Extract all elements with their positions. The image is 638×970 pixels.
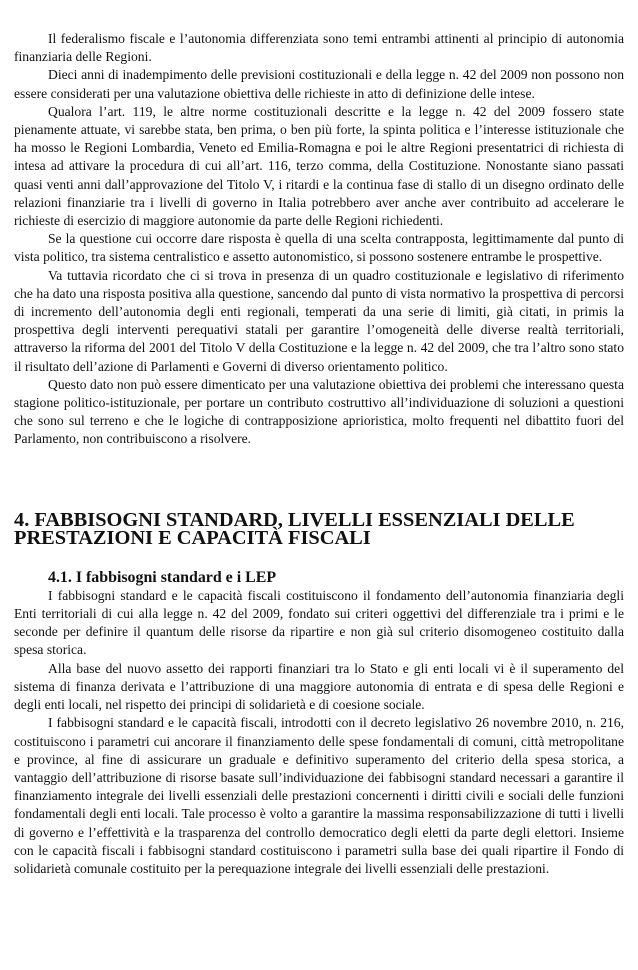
paragraph: Qualora l’art. 119, le altre norme costituzionali descritte e la legge n. 42 del 2009 fossero state pienamente attuate, vi sarebbe stata, ben prima, o ben più forte, la spinta politica e l’interesse istituzionale che ha mosso le Regioni Lombardia, Veneto ed Emilia-Romagna e poi le altre Regioni presentatrici di richiesta di intesa ad attivare la procedura di cui all’art. 116, terzo comma, della Costituzione. Nonostante siano passati quasi venti anni dall’approvazione del Titolo V, i ritardi e la continua fase di stallo di un disegno ordinato delle relazioni finanziarie tra i livelli di governo in Italia potrebbero aver anche aver contribuito ad accelerare le richieste di esercizio di maggiore autonomie da parte delle Regioni richiedenti. [14, 103, 624, 229]
paragraph: I fabbisogni standard e le capacità fiscali costituiscono il fondamento dell’autonomia finanziaria degli Enti territoriali di cui alla legge n. 42 del 2009, fondato sui criteri oggettivi del differenziale tra i primi e le seconde per definire il quantum delle risorse da ripartire e non già sul criterio disomogeneo costituito dalla spesa storica. [14, 587, 624, 658]
paragraph: I fabbisogni standard e le capacità fiscali, introdotti con il decreto legislativo 26 novembre 2010, n. 216, costituiscono i parametri cui ancorare il finanziamento delle spese fondamentali di comuni, città metropolitane e province, al fine di assicurare un graduale e definitivo superamento del criterio della spesa storica, a vantaggio dell’attribuzione di risorse basate sull’individuazione dei fabbisogni standard necessari a garantire il finanziamento integrale dei livelli essenziali delle prestazioni concernenti i diritti civili e sociali delle funzioni fondamentali degli enti locali. Tale processo è volto a garantire la massima responsabilizzazione di tutti i livelli di governo e l’effettività e la trasparenza del controllo democratico degli eletti da parte degli elettori. Insieme con le capacità fiscali i fabbisogni standard costituiscono i parametri sulla base dei quali ripartire il Fondo di solidarietà comunale costituito per la perequazione integrale dei livelli essenziali delle prestazioni. [14, 715, 624, 876]
paragraph: Va tuttavia ricordato che ci si trova in presenza di un quadro costituzionale e legislativo di riferimento che ha dato una risposta positiva alla questione, sancendo dal punto di vista normativo la prospettiva di percorsi di incremento dell’autonomia degli enti regionali, temperati da una serie di limiti, già citati, in primis la prospettiva degli interventi perequativi statali per garantire l’omogeneità delle diverse realtà territoriali, attraverso la riforma del 2001 del Titolo V della Costituzione e la legge n. 42 del 2009, che tra l’altro sono stato il risultato dell’azione di Parlamenti e Governi di diverso orientamento politico. [14, 267, 624, 374]
intro-section [14, 30, 624, 449]
paragraph: Dieci anni di inadempimento delle previsioni costituzionali e della legge n. 42 del 2009 non possono non essere considerati per una valutazione obiettiva delle richieste in atto di definizione delle intese. [14, 67, 624, 101]
section-body [14, 587, 624, 878]
subsection-heading: 4.1. I fabbisogni standard e i LEP [48, 568, 277, 586]
paragraph: Il federalismo fiscale e l’autonomia differenziata sono temi entrambi attinenti al principio di autonomia finanziaria delle Regioni. [14, 31, 624, 65]
paragraph: Alla base del nuovo assetto dei rapporti finanziari tra lo Stato e gli enti locali vi è il superamento del sistema di finanza derivata e l’attribuzione di una maggiore autonomia di entrata e di spesa delle Regioni e degli enti locali, nel rispetto dei principi di solidarietà e di coesione sociale. [14, 660, 624, 713]
paragraph: Se la questione cui occorre dare risposta è quella di una scelta contrapposta, legittimamente dal punto di vista politico, tra sistema centralistico e assetto autonomistico, si possono sostenere entrambe le prospettive. [14, 231, 624, 265]
paragraph: Questo dato non può essere dimenticato per una valutazione obiettiva dei problemi che interessano questa stagione politico-istituzionale, per portare un contributo costruttivo all’individuazione di soluzioni a questioni che sono sul terreno e che le logiche di contrapposizione aprioristica, molto frequenti nel dibattito fuori del Parlamento, non contribuiscono a risolvere. [14, 376, 624, 447]
section-heading: 4. FABBISOGNI STANDARD, LIVELLI ESSENZIALI DELLE PRESTAZIONI E CAPACITÀ FISCALI [14, 508, 575, 549]
